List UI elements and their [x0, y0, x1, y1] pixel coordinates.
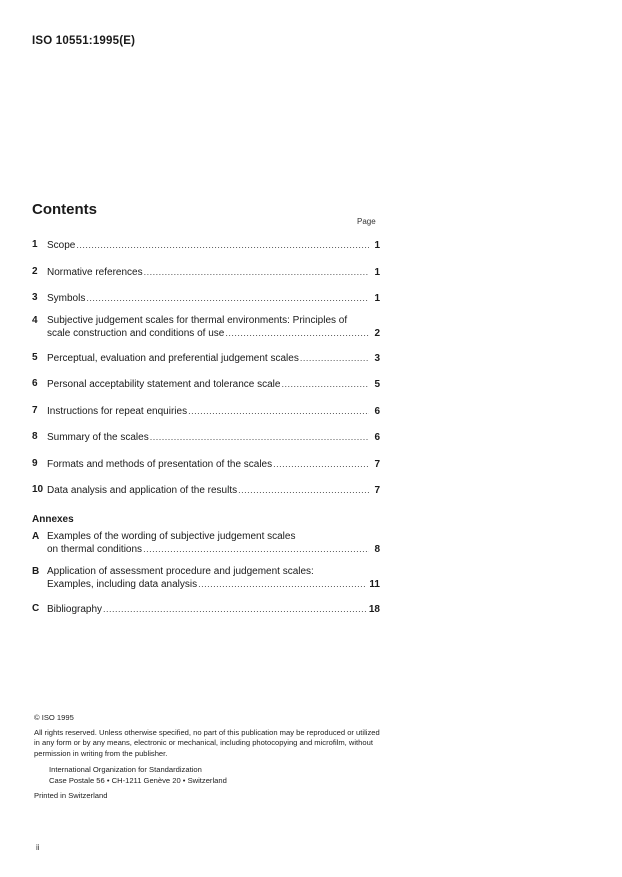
entry-number: C: [32, 603, 40, 614]
entry-number: 8: [32, 431, 38, 442]
entry-title: on thermal conditions: [47, 544, 143, 555]
entry-number: 7: [32, 405, 38, 416]
leader-dots: [238, 484, 369, 496]
entry-line: [47, 603, 380, 616]
entry-body: [47, 266, 380, 279]
entry-line: [47, 378, 380, 391]
entry-line: [47, 239, 380, 252]
leader-dots: [86, 292, 369, 304]
leader-dots: [188, 405, 369, 417]
copyright-notice: © ISO 1995: [34, 713, 74, 722]
entry-page-number: 18: [368, 604, 380, 615]
entry-line: [47, 578, 380, 591]
entry-line: [47, 458, 380, 471]
entry-line: [47, 405, 380, 418]
entry-line: [47, 531, 380, 543]
entry-page-number: 6: [374, 432, 380, 443]
entry-title: Instructions for repeat enquiries: [47, 406, 188, 417]
entry-number: 6: [32, 378, 38, 389]
entry-page-number: 2: [374, 328, 380, 339]
entry-body: [47, 531, 380, 556]
annexes-title: Annexes: [32, 514, 74, 525]
entry-line: [47, 315, 380, 327]
copyright-block: [34, 713, 384, 802]
entry-body: [47, 378, 380, 391]
entry-page-number: 7: [374, 485, 380, 496]
leader-dots: [273, 458, 369, 470]
entry-number: 9: [32, 458, 38, 469]
entry-line: [47, 431, 380, 444]
entry-page-number: 1: [374, 240, 380, 251]
entry-number: 5: [32, 352, 38, 363]
entry-body: [47, 239, 380, 252]
contents-title: Contents: [32, 201, 97, 218]
document-id: ISO 10551:1995(E): [32, 35, 136, 47]
entry-page-number: 1: [374, 267, 380, 278]
entry-title: Examples, including data analysis: [47, 579, 198, 590]
entry-title: Personal acceptability statement and tolerance scale: [47, 379, 281, 390]
entry-title: Symbols: [47, 293, 86, 304]
entry-title: Perceptual, evaluation and preferential judgement scales: [47, 353, 299, 364]
entry-number: 4: [32, 315, 38, 326]
entry-page-number: 1: [374, 293, 380, 304]
entry-title: Data analysis and application of the results: [47, 485, 238, 496]
entry-body: [47, 458, 380, 471]
entry-body: [47, 352, 380, 365]
entry-number: 1: [32, 239, 38, 250]
entry-page-number: 5: [374, 379, 380, 390]
entry-body: [47, 315, 380, 340]
entry-title: Application of assessment procedure and judgement scales:: [47, 566, 314, 577]
entry-number: 10: [32, 484, 44, 495]
entry-line: [47, 327, 380, 340]
entry-page-number: 11: [369, 579, 380, 590]
entry-line: [47, 484, 380, 497]
entry-line: [47, 266, 380, 279]
leader-dots: [144, 266, 369, 278]
entry-page-number: 8: [374, 544, 380, 555]
entry-body: [47, 405, 380, 418]
entry-title: Scope: [47, 240, 76, 251]
leader-dots: [225, 327, 369, 339]
entry-title: Formats and methods of presentation of the scales: [47, 459, 273, 470]
leader-dots: [103, 603, 366, 615]
entry-line: [47, 292, 380, 305]
page-column-heading: Page: [357, 217, 376, 226]
entry-title: Summary of the scales: [47, 432, 149, 443]
leader-dots: [76, 239, 369, 251]
entry-number: A: [32, 531, 40, 542]
entry-number: B: [32, 566, 40, 577]
entry-body: [47, 431, 380, 444]
leader-dots: [150, 431, 369, 443]
entry-line: [47, 543, 380, 556]
entry-body: [47, 603, 380, 616]
entry-title: Subjective judgement scales for thermal environments: Principles of: [47, 315, 348, 326]
entry-body: [47, 566, 380, 591]
rights-statement: All rights reserved. Unless otherwise specified, no part of this publication may be reproduced or utilized in any form or by any means, electronic or mechanical, including photocopying and microfilm, without permission in writing from the publisher.: [34, 727, 380, 758]
entry-body: [47, 484, 380, 497]
organization-address: Case Postale 56 • CH-1211 Genève 20 • Switzerland: [49, 775, 227, 785]
entry-title: Normative references: [47, 267, 143, 278]
entry-body: [47, 292, 380, 305]
entry-title: scale construction and conditions of use: [47, 328, 225, 339]
organization-name: International Organization for Standardization: [49, 765, 202, 774]
printed-in: Printed in Switzerland: [34, 791, 108, 800]
leader-dots: [143, 543, 369, 555]
leader-dots: [300, 352, 369, 364]
entry-page-number: 6: [374, 406, 380, 417]
entry-number: 3: [32, 292, 38, 303]
entry-page-number: 7: [374, 459, 380, 470]
leader-dots: [281, 378, 369, 390]
entry-number: 2: [32, 266, 38, 277]
entry-title: Examples of the wording of subjective judgement scales: [47, 531, 296, 542]
entry-line: [47, 352, 380, 365]
leader-dots: [198, 578, 366, 590]
entry-title: Bibliography: [47, 604, 103, 615]
page-number: ii: [36, 843, 40, 852]
entry-page-number: 3: [374, 353, 380, 364]
entry-line: [47, 566, 380, 578]
